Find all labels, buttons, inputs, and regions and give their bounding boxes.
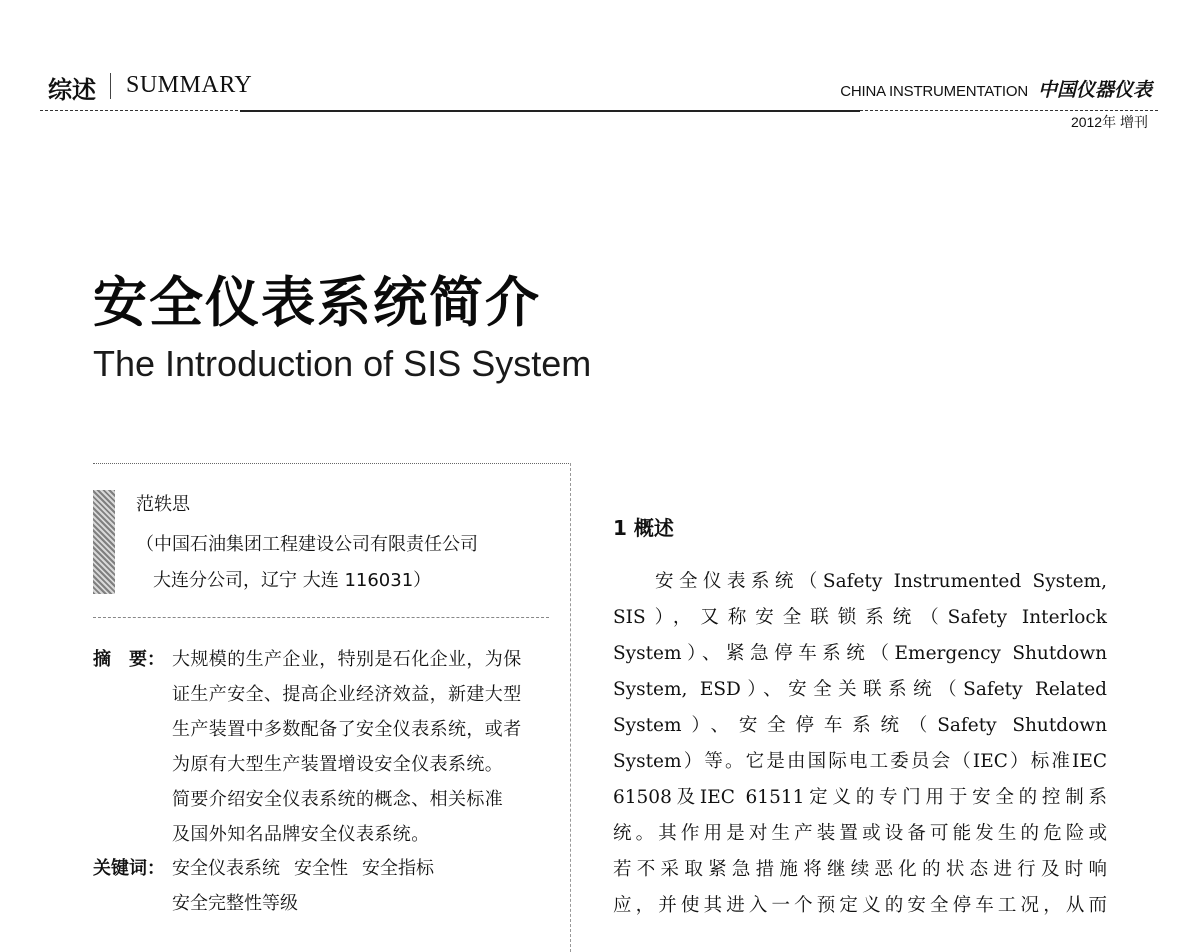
keyword: 安全完整性等级	[172, 893, 298, 914]
abstract-line: 简要介绍安全仪表系统的概念、相关标准	[172, 789, 504, 810]
keyword: 安全仪表系统	[172, 858, 280, 879]
header-rule-solid	[240, 110, 860, 112]
column-divider	[570, 463, 571, 952]
article-title-cn: 安全仪表系统简介	[93, 271, 541, 334]
article-title-en: The Introduction of SIS System	[93, 343, 592, 384]
journal-issue: 2012年 增刊	[1070, 114, 1148, 130]
body-line: System, ESD）、安全关联系统（Safety Related	[613, 679, 1107, 700]
section-heading: 1 概述	[613, 516, 674, 540]
header-divider	[110, 73, 111, 99]
affiliation-line-2: 大连分公司，辽宁 大连 116031）	[153, 570, 432, 591]
body-line: SIS），又称安全联锁系统（Safety Interlock	[613, 607, 1107, 628]
author-box-top-border	[93, 463, 571, 464]
body-line: 若不采取紧急措施将继续恶化的状态进行及时响	[613, 859, 1107, 880]
abstract-line: 证生产安全、提高企业经济效益，新建大型	[172, 684, 522, 705]
abstract-label: 摘 要：	[93, 649, 165, 670]
keyword: 安全指标	[362, 858, 434, 879]
body-line: System）等。它是由国际电工委员会（IEC）标准IEC	[613, 751, 1107, 772]
keyword: 安全性	[294, 858, 348, 879]
section-label-cn: 综述	[48, 76, 96, 104]
journal-name-cn: 中国仪器仪表	[1037, 79, 1152, 101]
journal-name-en: CHINA INSTRUMENTATION	[840, 83, 1028, 100]
keywords-line	[172, 854, 448, 880]
body-line: 安全仪表系统（Safety Instrumented System,	[655, 571, 1107, 592]
body-line: 统。其作用是对生产装置或设备可能发生的危险或	[613, 823, 1107, 844]
journal-header	[840, 75, 1152, 102]
abstract-line: 大规模的生产企业，特别是石化企业，为保	[172, 649, 522, 670]
abstract-line: 及国外知名品牌安全仪表系统。	[172, 824, 430, 845]
author-box-bottom-border	[93, 617, 549, 618]
section-label-en: SUMMARY	[126, 72, 253, 98]
keywords-label: 关键词：	[93, 858, 165, 879]
body-line: System）、紧急停车系统（Emergency Shutdown	[613, 643, 1107, 664]
body-line: 应，并使其进入一个预定义的安全停车工况，从而	[613, 895, 1107, 916]
abstract-line: 为原有大型生产装置增设安全仪表系统。	[172, 754, 504, 775]
abstract-line: 生产装置中多数配备了安全仪表系统，或者	[172, 719, 522, 740]
body-line: System）、安全停车系统（Safety Shutdown	[613, 715, 1107, 736]
author-photo-icon	[93, 490, 115, 594]
author-name: 范轶思	[136, 494, 190, 515]
body-line: 61508及IEC 61511定义的专门用于安全的控制系	[613, 787, 1107, 808]
affiliation-line-1: （中国石油集团工程建设公司有限责任公司	[136, 534, 478, 555]
